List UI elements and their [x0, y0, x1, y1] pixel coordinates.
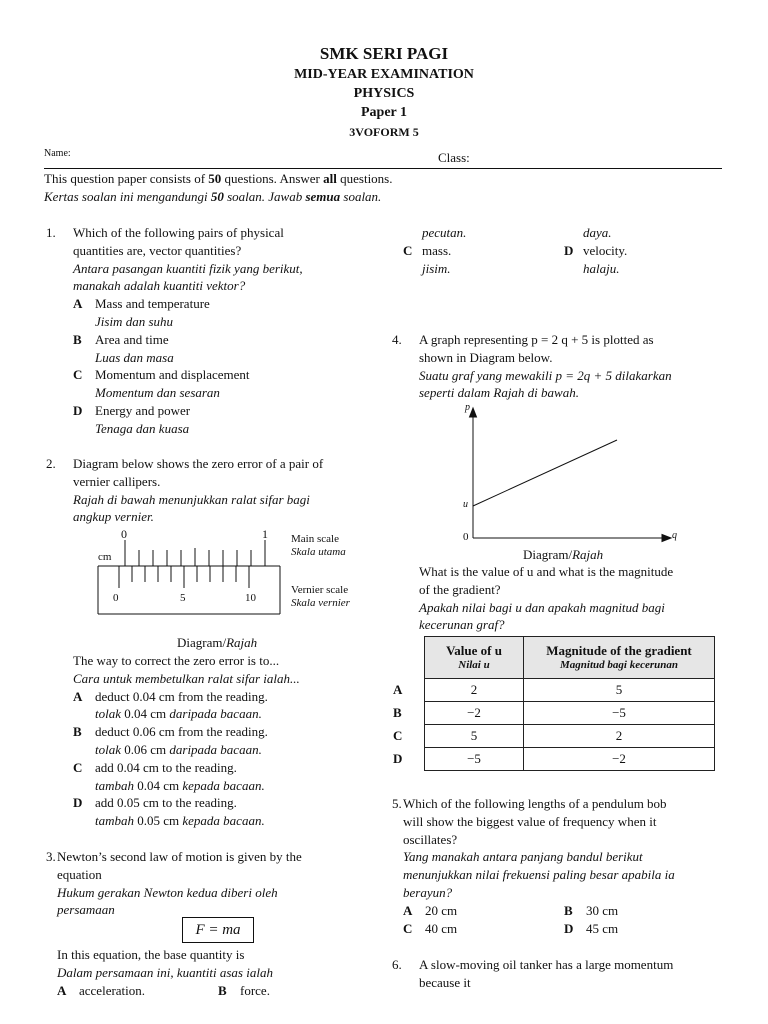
- q4-option-a[interactable]: A 2 5: [392, 679, 715, 702]
- vernier-scale-label: Vernier scale Skala vernier: [291, 584, 350, 609]
- equation-box: F = ma: [182, 917, 254, 943]
- q3-option-c-ms: jisim.: [422, 261, 451, 276]
- question-3: Newton’s second law of motion is given by the equation Hukum gerakan Newton kedua diberi oleh persamaan: [57, 849, 302, 918]
- form-title: 3VOFORM 5: [349, 125, 419, 139]
- q3-option-c[interactable]: C mass.: [403, 243, 452, 258]
- exam-title: MID-YEAR EXAMINATION: [294, 67, 474, 82]
- q3-option-a-ms: pecutan.: [422, 225, 467, 240]
- q2-option-d[interactable]: D add 0.05 cm to the reading.: [73, 795, 237, 811]
- question-5: Which of the following lengths of a pendulum bob will show the biggest value of frequency when it oscillates? Yang manakah antara panjang bandul berikut menunjukkan nilai frekuensi paling besar apabila ia berayun?: [403, 796, 675, 900]
- q5-number: 5.: [392, 796, 402, 811]
- q4-option-c[interactable]: C 5 2: [392, 725, 715, 748]
- linear-graph: [455, 400, 685, 550]
- q1-option-c[interactable]: C Momentum and displacement: [73, 367, 250, 383]
- q5-option-c[interactable]: C 40 cm: [403, 921, 458, 936]
- q4-answer-table: [392, 636, 715, 771]
- q5-option-d[interactable]: D 45 cm: [564, 921, 619, 936]
- q6-number: 6.: [392, 957, 402, 972]
- question-1: Which of the following pairs of physical quantities are, vector quantities? Antara pasangan kuantiti fizik yang berikut, manakah adalah kuantiti vektor? A Mass and temperature Jisim dan suhu B Area and time Luas dan masa C Momentum and displacement Momentum dan sesaran D Energy and power Tenaga dan kuasa: [73, 224, 373, 438]
- q2-option-a[interactable]: A deduct 0.04 cm from the reading.: [73, 688, 268, 704]
- q5-option-b[interactable]: B 30 cm: [564, 903, 619, 918]
- vernier-0: 0: [113, 592, 119, 604]
- q2-option-b[interactable]: B deduct 0.06 cm from the reading.: [73, 724, 268, 740]
- q1-option-a[interactable]: A Mass and temperature: [73, 296, 210, 312]
- instruction-en: This question paper consists of 50 questions. Answer all questions.: [44, 171, 393, 186]
- vernier-5: 5: [180, 592, 186, 604]
- main-scale-0: 0: [121, 527, 127, 541]
- subject-title: PHYSICS: [353, 86, 415, 101]
- q4-stem: What is the value of u and what is the magnitude of the gradient? Apakah nilai bagi u dan apakah magnitud bagi kecerunan graf?: [419, 564, 674, 633]
- q1-number: 1.: [46, 225, 56, 240]
- q3-option-d[interactable]: D velocity.: [564, 243, 628, 258]
- q4-caption: Diagram/Rajah: [523, 547, 604, 562]
- vernier-10: 10: [245, 592, 256, 604]
- q2-caption: Diagram/Rajah: [177, 635, 258, 650]
- graph-y-label: p: [465, 402, 470, 413]
- q4-option-d[interactable]: D −5 −2: [392, 748, 715, 771]
- q3-option-b-ms: daya.: [583, 225, 612, 240]
- q2-option-c[interactable]: C add 0.04 cm to the reading.: [73, 759, 237, 775]
- q2-stem-options: The way to correct the zero error is to... Cara untuk membetulkan ralat sifar ialah... A deduct 0.04 cm from the reading. tolak 0.04 cm daripada bacaan. B deduct 0.06 cm from the reading. tolak 0.06 cm daripada bacaan. C add 0.04 cm to the reading. tambah 0.04 cm kepada bacaan. D add 0.05 cm to the reading. tambah 0.05 cm kepada bacaan.: [73, 652, 383, 830]
- table-header-gradient: Magnitude of the gradient Magnitud bagi kecerunan: [524, 637, 715, 679]
- header-rule: [44, 168, 722, 169]
- main-scale-1: 1: [262, 527, 268, 541]
- question-2: Diagram below shows the zero error of a pair of vernier callipers. Rajah di bawah menunjukkan ralat sifar bagi angkup vernier.: [73, 456, 324, 525]
- q3-option-d-ms: halaju.: [583, 261, 620, 276]
- graph-origin: 0: [463, 531, 469, 543]
- question-4: A graph representing p = 2 q + 5 is plotted as shown in Diagram below. Suatu graf yang mewakili p = 2q + 5 dilakarkan seperti dalam Rajah di bawah.: [419, 332, 672, 401]
- graph-x-label: q: [672, 530, 677, 541]
- q4-number: 4.: [392, 332, 402, 347]
- graph-u-label: u: [463, 499, 468, 510]
- q3-stem: In this equation, the base quantity is Dalam persamaan ini, kuantiti asas ialah: [57, 947, 273, 980]
- q1-option-d[interactable]: D Energy and power: [73, 402, 191, 418]
- school-name: SMK SERI PAGI: [319, 44, 449, 63]
- unit-cm: cm: [98, 551, 112, 563]
- q1-option-b[interactable]: B Area and time: [73, 331, 169, 347]
- q4-option-b[interactable]: B −2 −5: [392, 702, 715, 725]
- paper-title: Paper 1: [360, 105, 407, 120]
- table-header-u: Value of u Nilai u: [425, 637, 524, 679]
- q5-option-a[interactable]: A 20 cm: [403, 903, 458, 918]
- name-label: Name:: [44, 148, 71, 159]
- q3-option-b[interactable]: B force.: [218, 983, 270, 998]
- main-scale-label: Main scale Skala utama: [291, 533, 346, 558]
- instruction-ms: Kertas soalan ini mengandungi 50 soalan. Jawab semua soalan.: [44, 189, 382, 204]
- class-label: Class:: [438, 150, 470, 165]
- question-6: A slow-moving oil tanker has a large momentum because it: [419, 957, 674, 990]
- q3-number: 3.: [46, 849, 56, 864]
- q3-option-a[interactable]: A acceleration.: [57, 983, 146, 998]
- q2-number: 2.: [46, 456, 56, 471]
